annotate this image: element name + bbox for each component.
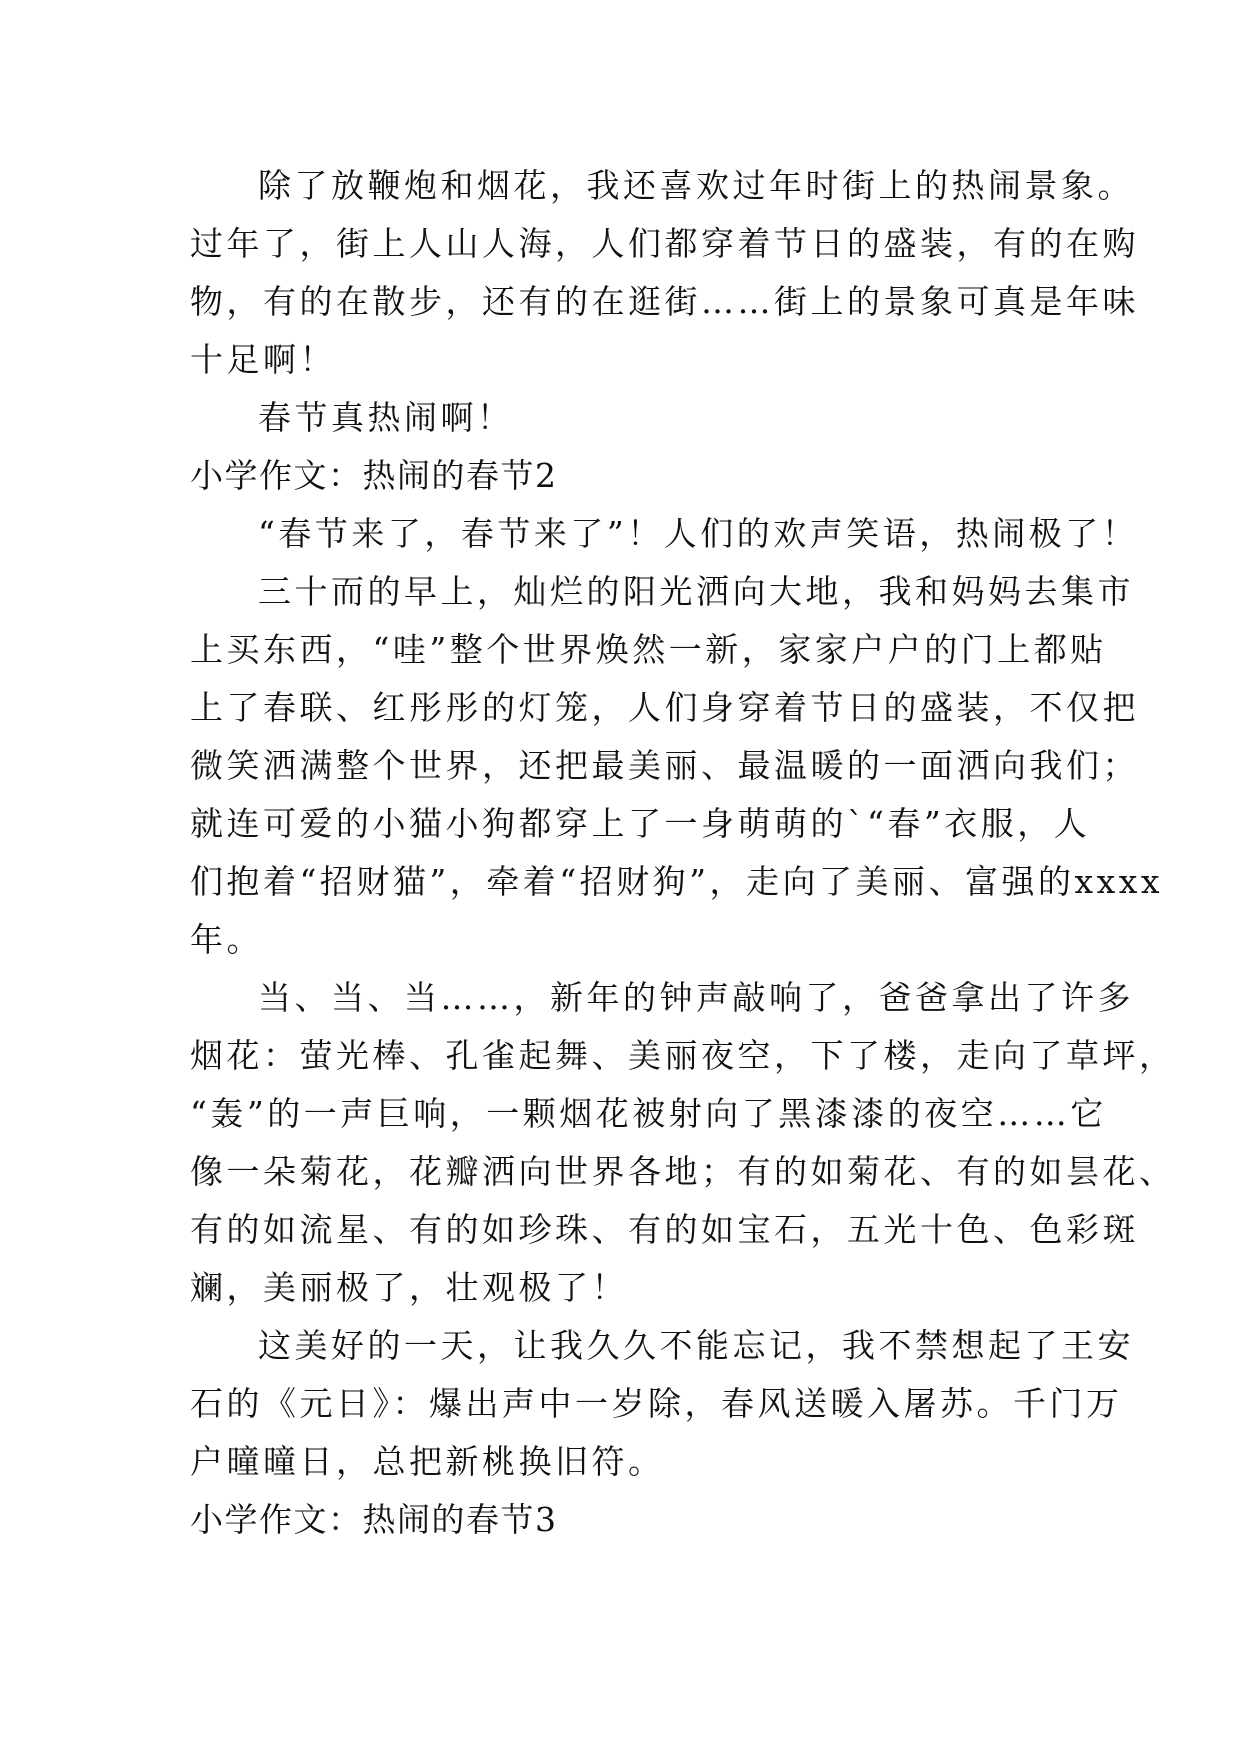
paragraph-line: 上了春联、红彤彤的灯笼，人们身穿着节日的盛装，不仅把 <box>190 688 1139 727</box>
section-heading: 小学作文：热闹的春节3 <box>190 1500 558 1539</box>
paragraph-line: 石的《元日》：爆出声中一岁除，春风送暖入屠苏。千门万 <box>190 1384 1123 1423</box>
paragraph-line: 这美好的一天，让我久久不能忘记，我不禁想起了王安 <box>258 1326 1134 1365</box>
paragraph-line: 们抱着“招财猫”，牵着“招财狗”，走向了美丽、富强的xxxx <box>190 862 1163 901</box>
paragraph-line: 当、当、当……，新年的钟声敲响了，爸爸拿出了许多 <box>258 978 1134 1017</box>
paragraph-line: 烟花：萤光棒、孔雀起舞、美丽夜空，下了楼，走向了草坪， <box>190 1036 1176 1075</box>
paragraph-line: 斓，美丽极了，壮观极了！ <box>190 1268 628 1307</box>
section-heading: 小学作文：热闹的春节2 <box>190 456 558 495</box>
paragraph-line: 三十而的早上，灿烂的阳光洒向大地，我和妈妈去集市 <box>258 572 1134 611</box>
paragraph-line: 微笑洒满整个世界，还把最美丽、最温暖的一面洒向我们； <box>190 746 1139 785</box>
paragraph-line: 上买东西，“哇”整个世界焕然一新，家家户户的门上都贴 <box>190 630 1107 669</box>
paragraph-line: “轰”的一声巨响，一颗烟花被射向了黑漆漆的夜空……它 <box>190 1094 1107 1133</box>
paragraph-line: “春节来了，春节来了”！人们的欢声笑语，热闹极了！ <box>258 514 1139 553</box>
paragraph-line: 春节真热闹啊！ <box>258 398 514 437</box>
paragraph-line: 就连可爱的小猫小狗都穿上了一身萌萌的`“春”衣服，人 <box>190 804 1091 843</box>
paragraph-line: 过年了，街上人山人海，人们都穿着节日的盛装，有的在购 <box>190 224 1139 263</box>
paragraph-line: 除了放鞭炮和烟花，我还喜欢过年时街上的热闹景象。 <box>258 166 1134 205</box>
paragraph-line: 十足啊！ <box>190 340 336 379</box>
paragraph-line: 像一朵菊花，花瓣洒向世界各地；有的如菊花、有的如昙花、 <box>190 1152 1176 1191</box>
paragraph-line: 年。 <box>190 920 263 959</box>
paragraph-line: 有的如流星、有的如珍珠、有的如宝石，五光十色、色彩斑 <box>190 1210 1139 1249</box>
paragraph-line: 户曈曈日，总把新桃换旧符。 <box>190 1442 665 1481</box>
paragraph-line: 物，有的在散步，还有的在逛街……街上的景象可真是年味 <box>190 282 1139 321</box>
